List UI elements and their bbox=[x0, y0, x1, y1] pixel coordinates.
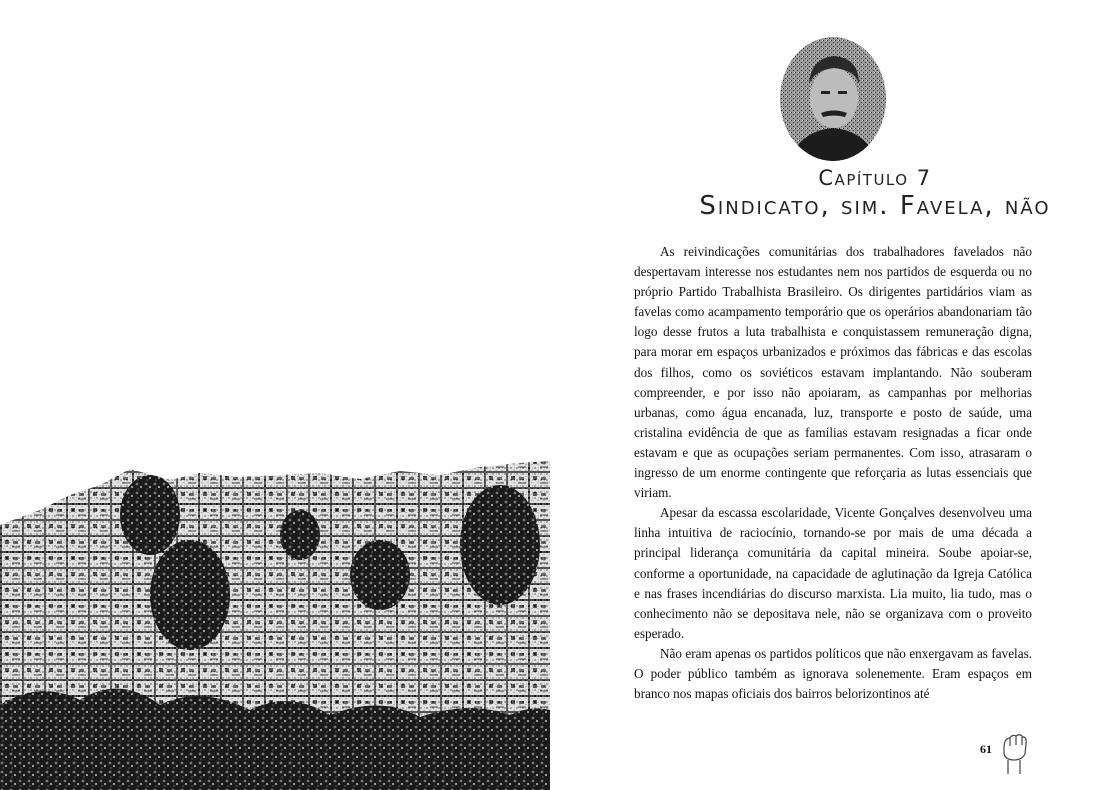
favela-hillside-photo bbox=[0, 455, 550, 790]
raised-fist-icon bbox=[996, 728, 1030, 776]
paragraph-2: Apesar da escassa escolaridade, Vicente Gonçalves desenvolveu uma linha intuitiva de raciocínio, tornando-se por mais de uma década a principal liderança comunitária da capital mineira. Soube apoiar-se, conforme a oportunidade, na capacidade de aglutinação da Igreja Católica e nas frases incendiárias do discurso marxista. Lia muito, lia tudo, mas o conhecimento não se depositava nele, não se organizava com o proveito esperado. bbox=[634, 505, 1032, 641]
chapter-title: Sindicato, sim. Favela, não bbox=[699, 191, 1051, 221]
right-page bbox=[550, 0, 1100, 790]
paragraph-1: As reivindicações comunitárias dos trabalhadores favelados não despertavam interesse nos estudantes nem nos partidos de esquerda ou no próprio Partido Trabalhista Brasileiro. Os dirigentes partidários viam as favelas como acampamento temporário que os operários abandonariam tão logo desse frutos a luta trabalhista e conquistassem remuneração digna, para morar em espaços urbanizados e próximos das fábricas e das escolas dos filhos, como os soviéticos estavam implantando. Não souberam compreender, e por isso não apoiaram, as campanhas por melhorias urbanas, como água encanada, luz, transporte e posto de saúde, uma cristalina evidência de que as famílias estavam resignadas a ficar onde estavam e que as ocupações seriam permanentes. Com isso, atrasaram o ingresso de um enorme contingente que reforçaria as lutas essenciais que viriam. bbox=[634, 244, 1032, 501]
author-portrait bbox=[779, 36, 887, 162]
paragraph-3: Não eram apenas os partidos políticos que não enxergavam as favelas. O poder público também as ignorava solenemente. Eram espaços em branco nos mapas oficiais dos bairros belorizontinos até bbox=[634, 645, 1032, 702]
chapter-body bbox=[634, 242, 1032, 704]
chapter-label: Capítulo 7 bbox=[818, 166, 932, 190]
page-number: 61 bbox=[980, 742, 992, 756]
